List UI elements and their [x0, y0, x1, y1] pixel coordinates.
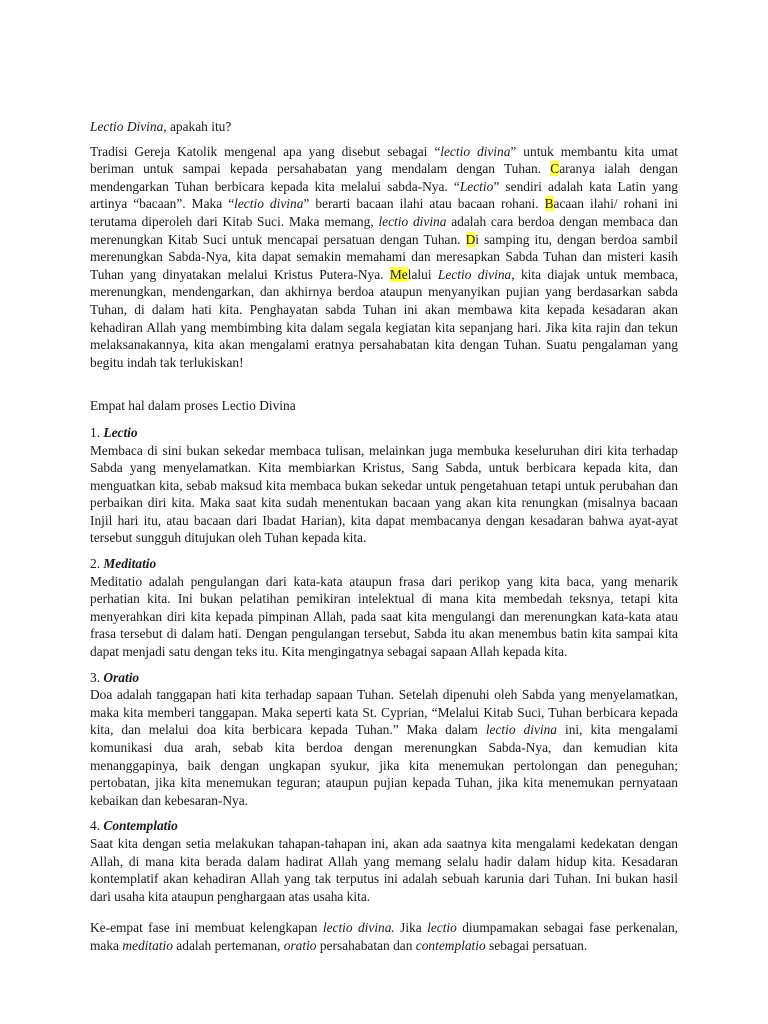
closing-text: persahabatan dan — [316, 937, 416, 953]
closing-text: Jika — [394, 920, 428, 936]
intro-text: lalui — [407, 266, 438, 282]
highlighted-text: C — [550, 161, 560, 177]
closing-paragraph — [90, 919, 678, 954]
section-body: Meditatio adalah pengulangan dari kata-kata ataupun frasa dari perikop yang kita baca, yang menarik perhatian kita. Ini bukan pelatihan pemikiran intelektual di mana kita membedah teksnya, tetapi kita menyerahkan diri kita kepada pimpinan Allah, pada saat kita mengulangi dan merenungkan kata-kata atau frasa tersebut di dalam hati. Dengan pengulangan tersebut, Sabda itu akan menembus batin kita sampai kita dapat menjadi satu dengan teks itu. Kita mengingatnya sebagai sapaan Allah kepada kita. — [90, 573, 678, 660]
closing-text: diumpamakan sebagai fase perkenalan, maka — [90, 920, 678, 953]
section-body-term: lectio divina — [485, 722, 558, 738]
intro-text: Tradisi Gereja Katolik mengenal apa yang disebut sebagai “ — [90, 143, 441, 159]
section-number: 1. — [90, 424, 104, 440]
title-rest: , apakah itu? — [163, 119, 232, 134]
section-subheading: Empat hal dalam proses Lectio Divina — [90, 398, 296, 414]
intro-text: ” sendiri adalah kata Latin yang artinya “bacaan”. Maka “ — [90, 178, 678, 212]
section-body-text: Doa adalah tanggapan hati kita terhadap sapaan Tuhan. Setelah dipenuhi oleh Sabda yang menyelamatkan, maka kita memberi tanggapan. Maka seperti kata St. Cyprian, “Melalui Kitab Suci, Tuhan berbicara kepada kita, dan melalui doa kita berbicara kepada Tuhan.” Maka dalam — [90, 687, 678, 738]
section-heading — [90, 669, 678, 687]
section-lectio — [90, 424, 678, 547]
document-title — [90, 118, 678, 136]
section-number: 3. — [90, 669, 104, 685]
intro-term: Lectio divina — [437, 266, 512, 282]
section-name: Meditatio — [103, 556, 157, 572]
section-heading — [90, 424, 678, 442]
section-name: Contemplatio — [103, 818, 178, 834]
section-name: Oratio — [103, 669, 140, 685]
intro-text: adalah cara berdoa dengan membaca dan merenungkan Kitab Suci untuk mencapai persatuan dengan Tuhan. — [90, 213, 678, 247]
intro-text: ” berarti bacaan ilahi atau bacaan rohani. — [303, 196, 545, 212]
closing-text: sebagai persatuan. — [485, 937, 588, 953]
closing-text: Ke-empat fase ini membuat kelengkapan — [90, 920, 323, 936]
section-body-text: ini, kita mengalami komunikasi dua arah, sebab kita berdoa dengan merenungkan Sabda-Nya, dan kemudian kita menanggapinya, baik dengan ungkapan syukur, jika kita menemukan pertolongan dan peneguhan; pertobatan, jika kita menemukan teguran; ataupun pujian kepada Tuhan, jika kita menemukan pernyataan kebaikan dan kebesaran-Nya. — [90, 722, 678, 808]
section-contemplatio — [90, 817, 678, 905]
intro-term: lectio divina — [440, 143, 511, 159]
intro-text: , kita diajak untuk membaca, merenungkan, mendengarkan, dan akhirnya berdoa ataupun menyanyikan pujian yang berdasarkan sabda Tuhan, di dalam hati kita. Penghayatan sabda Tuhan ini akan membawa kita kepada kesadaran akan kehadiran Allah yang membimbing kita dalam segala kegiatan kita sepanjang hari. Jika kita rajin dan tekun melaksanakannya, kita akan mengalami eratnya persahabatan kita dengan Tuhan. Suatu pengalaman yang begitu indah tak terlukiskan! — [90, 266, 678, 370]
closing-term: meditatio — [122, 937, 173, 953]
section-number: 4. — [90, 818, 104, 834]
closing-term: contemplatio — [415, 937, 486, 953]
section-meditatio — [90, 555, 678, 661]
highlighted-text: B — [544, 196, 554, 212]
intro-paragraph — [90, 143, 678, 372]
closing-text: adalah pertemanan, — [172, 937, 284, 953]
section-name: Lectio — [103, 424, 138, 440]
section-heading — [90, 555, 678, 573]
highlighted-text: Me — [389, 266, 408, 282]
section-body: Membaca di sini bukan sekedar membaca tulisan, melainkan juga membuka keseluruhan diri kita terhadap Sabda yang menyelamatkan. Kita membiarkan Kristus, Sang Sabda, untuk berbicara kepada kita, dan menguatkan kita, sebab maksud kita membaca bukan sekedar untuk pengetahuan tetapi untuk perubahan dan perbaikan diri kita. Maka saat kita sudah menentukan bacaan yang akan kita renungkan (misalnya bacaan Injil hari itu, atau bacaan dari Ibadat Harian), kita dapat membacanya dengan kesadaran bahwa ayat-ayat tersebut sungguh ditujukan oleh Tuhan kepada kita. — [90, 442, 678, 546]
section-heading — [90, 817, 678, 835]
closing-term: lectio — [427, 920, 457, 936]
intro-term: lectio divina — [378, 213, 447, 229]
intro-term: lectio divina — [234, 196, 304, 212]
intro-text: i samping itu, dengan berdoa sambil merenungkan Sabda-Nya, kita dapat semakin memahami dan meresapkan Sabda Tuhan dan misteri kasih Tuhan yang dinyatakan melalui Kristus Putera-Nya. — [90, 231, 679, 282]
intro-text: ” untuk membantu kita umat beriman untuk sampai kepada persahabatan yang mendalam dengan Tuhan. — [90, 143, 679, 177]
closing-term: lectio divina. — [322, 920, 395, 936]
section-body — [90, 686, 678, 809]
section-body: Saat kita dengan setia melakukan tahapan-tahapan ini, akan ada saatnya kita mengalami kedekatan dengan Allah, di mana kita berada dalam hadirat Allah yang memang selalu hadir dalam hidup kita. Kesadaran kontemplatif akan kehadiran Allah yang tak terputus ini adalah sebuah karunia dari Tuhan. Ini bukan hasil dari usaha kita ataupun penghargaan atas usaha kita. — [90, 835, 678, 904]
highlighted-text: D — [465, 231, 476, 247]
intro-term: Lectio — [459, 178, 494, 194]
section-oratio — [90, 669, 678, 810]
title-term: Lectio Divina — [90, 119, 164, 134]
intro-text: aranya ialah dengan mendengarkan Tuhan berbicara kepada kita melalui sabda-Nya. “ — [90, 161, 678, 194]
closing-term: oratio — [283, 937, 317, 953]
intro-text: acaan ilahi/ rohani ini terutama diperoleh dari Kitab Suci. Maka memang, — [90, 196, 678, 229]
section-number: 2. — [90, 556, 104, 572]
